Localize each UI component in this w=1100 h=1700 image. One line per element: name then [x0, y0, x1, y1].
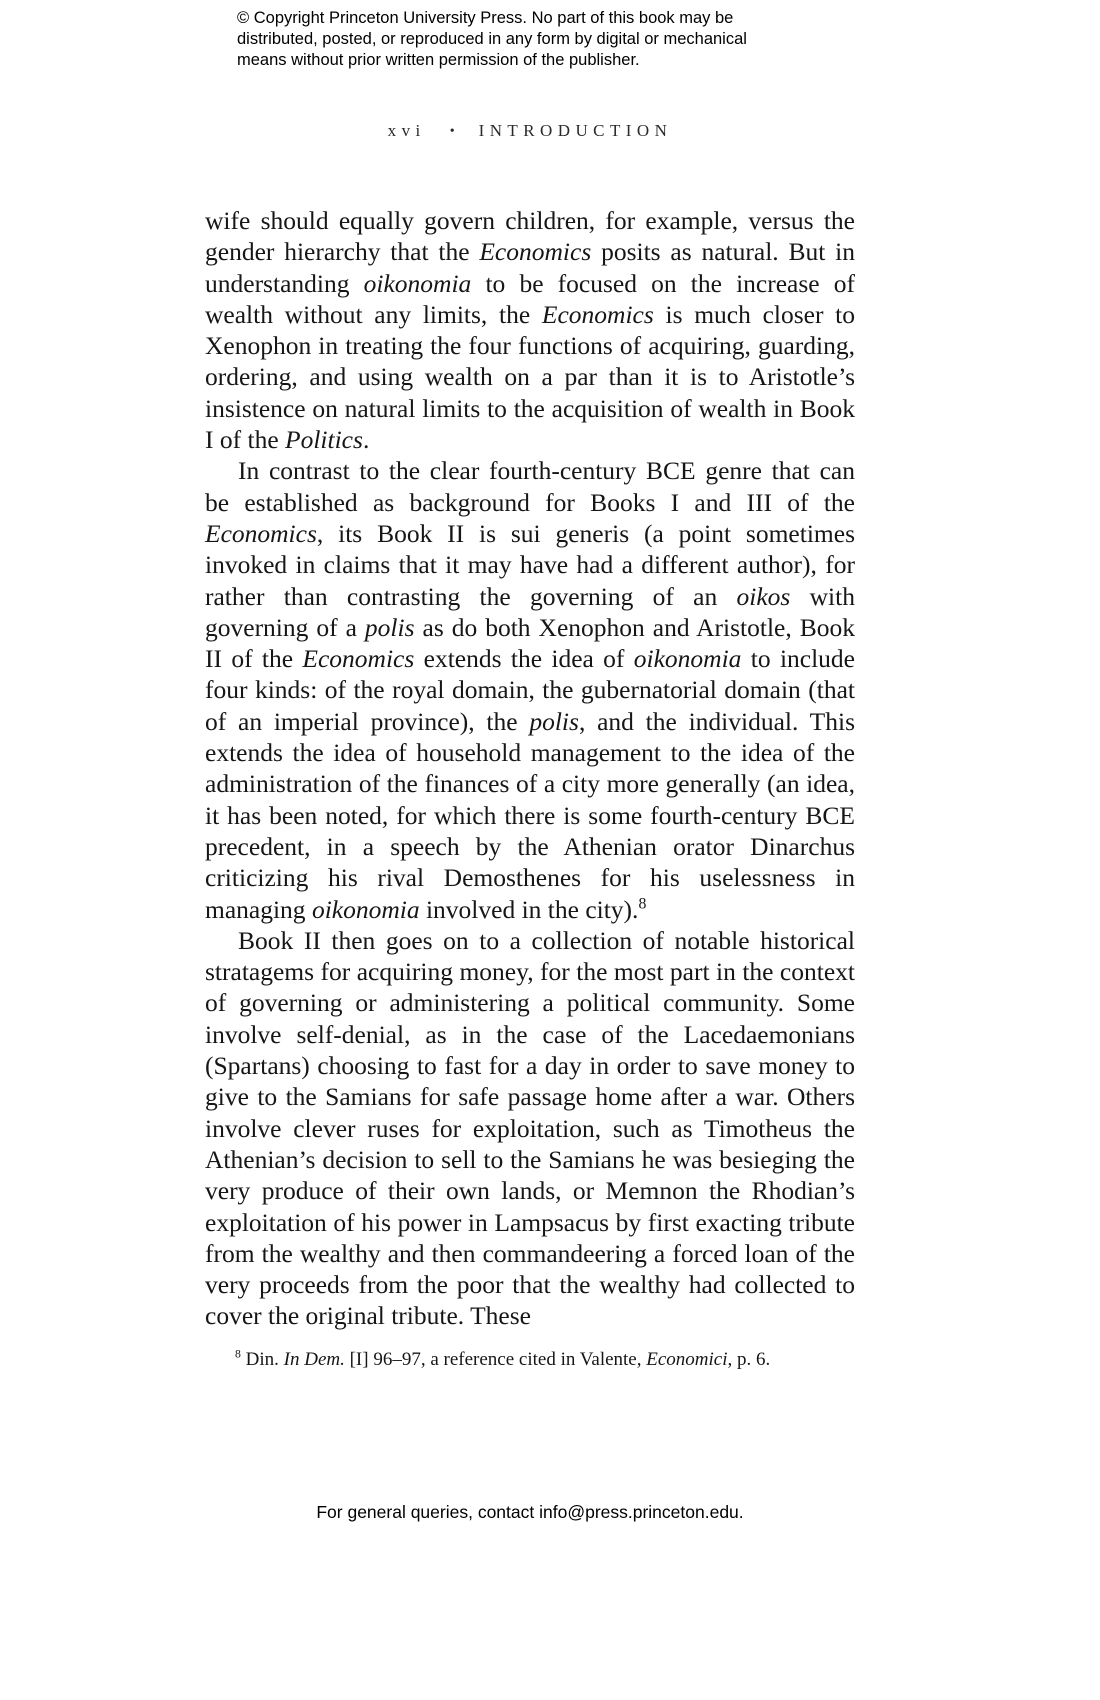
copyright-notice: [237, 8, 837, 71]
section-title: INTRODUCTION: [478, 121, 673, 140]
footnote: [205, 1348, 855, 1372]
copyright-line: distributed, posted, or reproduced in any form by digital or mechanical: [237, 30, 747, 48]
paragraph: In contrast to the clear fourth-century BCE genre that can be established as background for Books I and III of the Economics, its Book II is sui generis (a point sometimes invoked in claims that it may have had a different author), for rather than contrasting the governing of an oikos with governing of a polis as do both Xenophon and Aristotle, Book II of the Economics extends the idea of oikonomia to include four kinds: of the royal domain, the gubernatorial domain (that of an imperial province), the polis, and the individual. This extends the idea of household management to the idea of the administration of the finances of a city more generally (an idea, it has been noted, for which there is some fourth-century BCE precedent, in a speech by the Athenian orator Dinarchus criticizing his rival Demosthenes for his uselessness in managing oikonomia involved in the city).$^8$: [205, 456, 855, 924]
paragraph: Book II then goes on to a collection of notable historical stratagems for acquiring money, for the most part in the context of governing or administering a political community. Some involve self-denial, as in the case of the Lacedaemonians (Spartans) choosing to fast for a day in order to save money to give to the Samians for safe passage home after a war. Others involve clever ruses for exploitation, such as Timotheus the Athenian’s decision to sell to the Samians he was besieging the very produce of their own lands, or Memnon the Rhodian’s exploitation of his power in Lampsacus by first exacting tribute from the wealthy and then commandeering a forced loan of the very proceeds from the poor that the wealthy had collected to cover the original tribute. These: [205, 925, 855, 1331]
footer-contact: For general queries, contact info@press.princeton.edu.: [316, 1502, 744, 1522]
paragraph: wife should equally govern children, for example, versus the gender hierarchy that the Economics posits as natural. But in understanding oikonomia to be focused on the increase of wealth without any limits, the Economics is much closer to Xenophon in treating the four functions of acquiring, guarding, ordering, and using wealth on a par than it is to Aristotle’s insistence on natural limits to the acquisition of wealth in Book I of the Politics.: [205, 206, 855, 455]
page-number: xvi: [387, 121, 426, 140]
copyright-line: © Copyright Princeton University Press. No part of this book may be: [237, 9, 734, 27]
running-head-separator: •: [449, 124, 455, 139]
body-text: [205, 205, 855, 1332]
footnote-text: $^8$ Din. In Dem. [I] 96–97, a reference cited in Valente, Economici, p. 6.: [235, 1347, 771, 1370]
copyright-line: means without prior written permission of the publisher.: [237, 51, 640, 69]
running-head: [205, 121, 855, 141]
